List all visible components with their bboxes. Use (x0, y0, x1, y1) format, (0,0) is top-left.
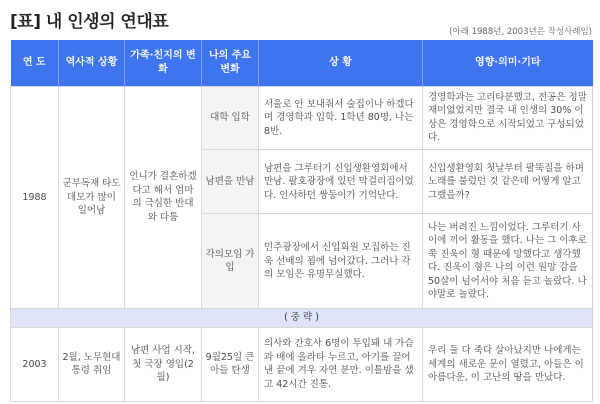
example-note: (아래 1988년, 2003년은 작성사례임) (449, 27, 592, 37)
column-header-my-change: 나의 주요 변화 (202, 40, 259, 86)
year-cell-2003: 2003 (11, 327, 59, 401)
omission-label: ( 중 략 ) (11, 309, 593, 328)
column-header-meaning: 영향·의미·기타 (423, 40, 593, 86)
situation-cell: 서울로 안 보내줘서 술집이나 하겠다며 경영학과 입학. 1학년 80명, 나는 8반. (259, 86, 423, 150)
meaning-cell: 신입생환영회 첫날부터 팔뚝질을 하며 노래를 불렀던 것 같은데 어떻게 알고 그랬을까? (423, 150, 593, 214)
column-header-family: 가족·친지의 변화 (125, 40, 202, 86)
change-cell-2003: 9월25일 큰 아들 탄생 (202, 327, 259, 401)
timeline-table (10, 40, 593, 402)
change-cell: 각의모임 가입 (202, 214, 259, 309)
column-header-situation: 상 황 (259, 40, 423, 86)
page-title: [표] 내 인생의 연대표 (10, 12, 169, 32)
family-cell-2003: 남편 사업 시작, 첫 국장 영입(2월) (125, 327, 202, 401)
situation-cell-2003: 의사와 간호사 6명이 투입돼 내 가슴과 배에 올라타 누르고, 아기를 끌어낸 끝에 겨우 자연 분만. 이틀밤을 샜고 42시간 진통. (259, 327, 423, 401)
table-row (11, 327, 593, 401)
change-cell: 대학 입학 (202, 86, 259, 150)
meaning-cell: 경영학과는 고리타분했고, 전공은 정말 재미없었지만 결국 내 인생의 30% 이상은 경영학으로 시작되었고 구성되었다. (423, 86, 593, 150)
year-cell-1988: 1988 (11, 86, 59, 309)
table-row (11, 86, 593, 150)
history-cell-2003: 2월, 노무현대통령 취임 (59, 327, 125, 401)
column-header-year: 연 도 (11, 40, 59, 86)
table-header-row (11, 40, 593, 86)
history-cell-1988: 군부독재 타도 데모가 많이 일어남 (59, 86, 125, 309)
meaning-cell: 나는 버려진 느낌이었다. 그루터기 사이에 끼어 활동을 했다. 나는 그 이후로 쭉 진욱이 형 때문에 망했다고 생각했다. 진욱이 형은 나의 이런 원망 감을 50살이 넘어서야 처음 듣고 놀랐다. 나야말로 놀랐다. (423, 214, 593, 309)
situation-cell: 남편을 그루터기 신입생환영회에서 만남. 팔호광장에 있던 막걸리집이었다. 인사하던 쌍둥이가 기억난다. (259, 150, 423, 214)
situation-cell: 민주광장에서 신입회원 모집하는 진욱 선배의 꾐에 넘어갔다. 그러나 각의 모임은 유명무실했다. (259, 214, 423, 309)
meaning-cell-2003: 우리 둘 다 죽다 살아났지만 나에게는 세계의 새로운 문이 열렸고, 아들은 이 아름다운, 이 고난의 땅을 만났다. (423, 327, 593, 401)
change-cell: 남편을 만남 (202, 150, 259, 214)
family-cell-1988: 언니가 결혼하겠다고 해서 엄마의 극심한 반대와 다툼 (125, 86, 202, 309)
column-header-history: 역사적 상황 (59, 40, 125, 86)
omission-row (11, 309, 593, 328)
